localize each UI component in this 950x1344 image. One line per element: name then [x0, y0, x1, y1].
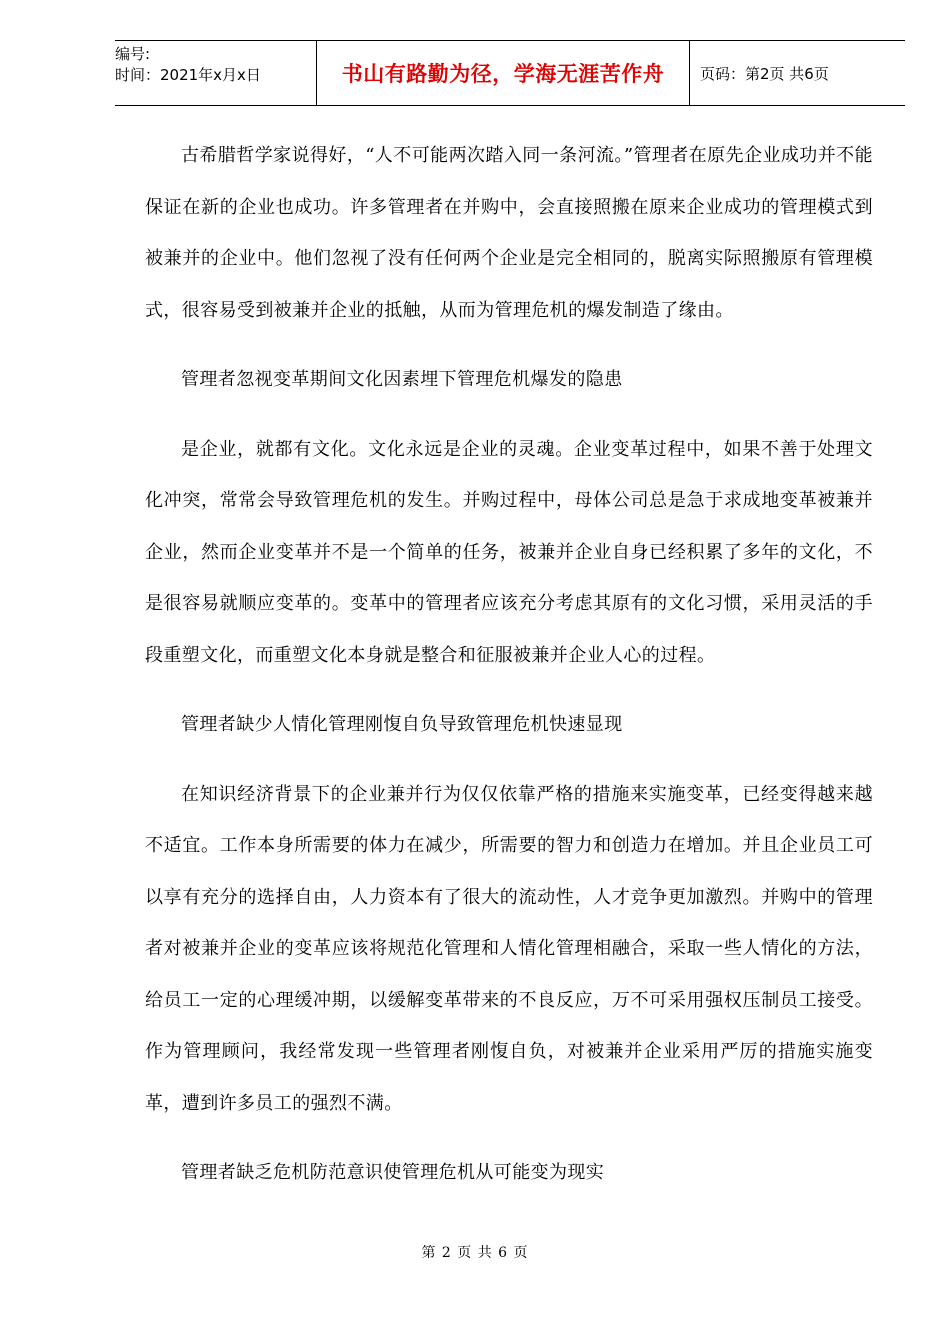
- section-heading: 管理者缺乏危机防范意识使管理危机从可能变为现实: [181, 1162, 605, 1183]
- motto-text: 书山有路勤为径，学海无涯苦作舟: [341, 62, 665, 86]
- document-body: [145, 130, 873, 1199]
- time-label: 时间：2021年x月x日: [115, 66, 261, 84]
- paragraph: 在知识经济背景下的企业兼并行为仅仅依靠严格的措施来实施变革，已经变得越来越不适宜。工作本身所需要的体力在减少，所需要的智力和创造力在增加。并且企业员工可以享有充分的选择自由，人力资本有了很大的流动性，人才竞争更加激烈。并购中的管理者对被兼并企业的变革应该将规范化管理和人情化管理相融合，采取一些人情化的方法，给员工一定的心理缓冲期，以缓解变革带来的不良反应，万不可采用强权压制员工接受。作为管理顾问，我经常发现一些管理者刚愎自负，对被兼并企业采用严厉的措施实施变革，遭到许多员工的强烈不满。: [145, 783, 873, 1114]
- section-heading: 管理者忽视变革期间文化因素埋下管理危机爆发的隐患: [181, 369, 623, 390]
- paragraph: 是企业，就都有文化。文化永远是企业的灵魂。企业变革过程中，如果不善于处理文化冲突，常常会导致管理危机的发生。并购过程中，母体公司总是急于求成地变革被兼并企业，然而企业变革并不是一个简单的任务，被兼并企业自身已经积累了多年的文化，不是很容易就顺应变革的。变革中的管理者应该充分考虑其原有的文化习惯，采用灵活的手段重塑文化，而重塑文化本身就是整合和征服被兼并企业人心的过程。: [145, 438, 873, 666]
- header-page-cell: [690, 41, 905, 105]
- page-footer: 第 2 页 共 6 页: [421, 1245, 529, 1261]
- section-heading: 管理者缺少人情化管理刚愎自负导致管理危机快速显现: [181, 714, 623, 735]
- page-header: [115, 40, 905, 106]
- paragraph: 古希腊哲学家说得好，“人不可能两次踏入同一条河流。”管理者在原先企业成功并不能保证在新的企业也成功。许多管理者在并购中，会直接照搬在原来企业成功的管理模式到被兼并的企业中。他们忽视了没有任何两个企业是完全相同的，脱离实际照搬原有管理模式，很容易受到被兼并企业的抵触，从而为管理危机的爆发制造了缘由。: [145, 145, 873, 321]
- header-page-info: 页码：第2页 共6页: [700, 65, 829, 83]
- serial-label: 编号:: [115, 45, 151, 63]
- header-meta-cell: [115, 41, 316, 105]
- header-motto-cell: [316, 41, 690, 105]
